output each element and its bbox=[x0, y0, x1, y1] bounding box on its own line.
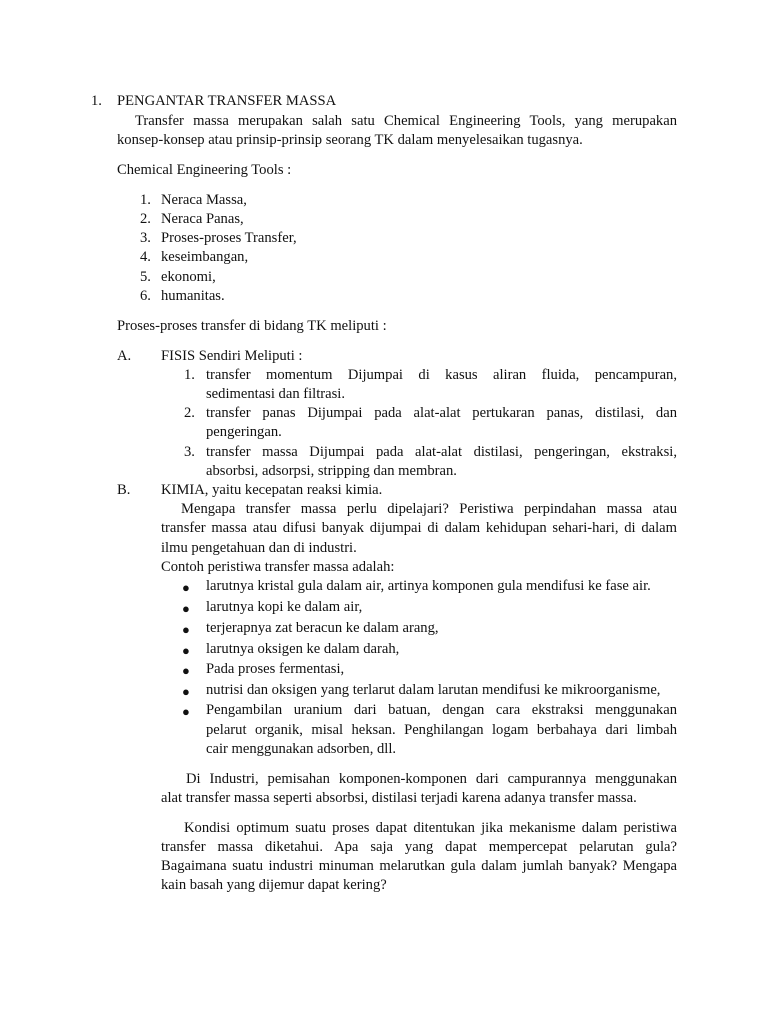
bullet-icon: ● bbox=[182, 622, 190, 637]
list-item-number: 4. bbox=[140, 249, 151, 265]
list-item: transfer momentum Dijumpai di kasus aliran fluida, pencampuran, bbox=[206, 367, 677, 383]
examples-heading: Contoh peristiwa transfer massa adalah: bbox=[161, 559, 395, 575]
tools-heading: Chemical Engineering Tools : bbox=[117, 162, 292, 178]
bullet-icon: ● bbox=[182, 684, 190, 699]
intro-line-1: Transfer massa merupakan salah satu Chemical Engineering Tools, yang merupakan bbox=[135, 113, 677, 129]
list-item: ekonomi, bbox=[161, 269, 216, 285]
optimum-line-3: Bagaimana suatu industri minuman melarutkan gula dalam jumlah banyak? Mengapa bbox=[161, 858, 677, 874]
list-item-continuation: absorbsi, adsorpsi, stripping dan membran. bbox=[206, 463, 457, 479]
section-b-label: B. bbox=[117, 482, 131, 498]
bullet-icon: ● bbox=[182, 643, 190, 658]
list-item: larutnya kristal gula dalam air, artinya komponen gula mendifusi ke fase air. bbox=[206, 578, 651, 594]
section-title: PENGANTAR TRANSFER MASSA bbox=[117, 93, 337, 109]
why-line-3: ilmu pengetahuan dan di industri. bbox=[161, 540, 357, 556]
list-item-continuation: cair menggunakan adsorben, dll. bbox=[206, 741, 397, 757]
list-item-number: 5. bbox=[140, 269, 151, 285]
section-number: 1. bbox=[91, 93, 102, 109]
list-item: Pengambilan uranium dari batuan, dengan cara ekstraksi menggunakan bbox=[206, 702, 677, 718]
list-item-number: 6. bbox=[140, 288, 151, 304]
list-item: transfer panas Dijumpai pada alat-alat pertukaran panas, distilasi, dan bbox=[206, 405, 677, 421]
list-item-number: 3. bbox=[140, 230, 151, 246]
why-line-1: Mengapa transfer massa perlu dipelajari? Peristiwa perpindahan massa atau bbox=[181, 501, 677, 517]
section-b-title: KIMIA, yaitu kecepatan reaksi kimia. bbox=[161, 482, 383, 498]
bullet-icon: ● bbox=[182, 601, 190, 616]
list-item: Pada proses fermentasi, bbox=[206, 661, 345, 677]
optimum-line-4: kain basah yang dijemur dapat kering? bbox=[161, 877, 387, 893]
list-item: humanitas. bbox=[161, 288, 225, 304]
list-item: larutnya oksigen ke dalam darah, bbox=[206, 641, 400, 657]
list-item-continuation: pelarut organik, misal heksan. Penghilangan logam berbahaya dari limbah bbox=[206, 722, 677, 738]
list-item: nutrisi dan oksigen yang terlarut dalam larutan mendifusi ke mikroorganisme, bbox=[206, 682, 661, 698]
list-item: transfer massa Dijumpai pada alat-alat distilasi, pengeringan, ekstraksi, bbox=[206, 444, 677, 460]
processes-heading: Proses-proses transfer di bidang TK meliputi : bbox=[117, 318, 387, 334]
list-item-number: 1. bbox=[184, 367, 195, 383]
optimum-line-1: Kondisi optimum suatu proses dapat ditentukan jika mekanisme dalam peristiwa bbox=[184, 820, 677, 836]
list-item: Neraca Panas, bbox=[161, 211, 244, 227]
list-item-number: 2. bbox=[184, 405, 195, 421]
list-item: terjerapnya zat beracun ke dalam arang, bbox=[206, 620, 439, 636]
list-item-continuation: pengeringan. bbox=[206, 424, 282, 440]
section-a-label: A. bbox=[117, 348, 132, 364]
list-item-number: 3. bbox=[184, 444, 195, 460]
optimum-line-2: transfer massa diketahui. Apa saja yang dapat mempercepat pelarutan gula? bbox=[161, 839, 677, 855]
why-line-2: transfer massa atau difusi banyak dijumpai di dalam kehidupan sehari-hari, di dalam bbox=[161, 520, 677, 536]
list-item: keseimbangan, bbox=[161, 249, 249, 265]
section-a-title: FISIS Sendiri Meliputi : bbox=[161, 348, 303, 364]
list-item-continuation: sedimentasi dan filtrasi. bbox=[206, 386, 346, 402]
intro-line-2: konsep-konsep atau prinsip-prinsip seorang TK dalam menyelesaikan tugasnya. bbox=[117, 132, 583, 148]
list-item: Neraca Massa, bbox=[161, 192, 247, 208]
bullet-icon: ● bbox=[182, 663, 190, 678]
list-item-number: 1. bbox=[140, 192, 151, 208]
list-item-number: 2. bbox=[140, 211, 151, 227]
industry-line-1: Di Industri, pemisahan komponen-komponen dari campurannya menggunakan bbox=[186, 771, 677, 787]
list-item: larutnya kopi ke dalam air, bbox=[206, 599, 363, 615]
bullet-icon: ● bbox=[182, 704, 190, 719]
bullet-icon: ● bbox=[182, 580, 190, 595]
industry-line-2: alat transfer massa seperti absorbsi, distilasi terjadi karena adanya transfer massa. bbox=[161, 790, 637, 806]
list-item: Proses-proses Transfer, bbox=[161, 230, 297, 246]
